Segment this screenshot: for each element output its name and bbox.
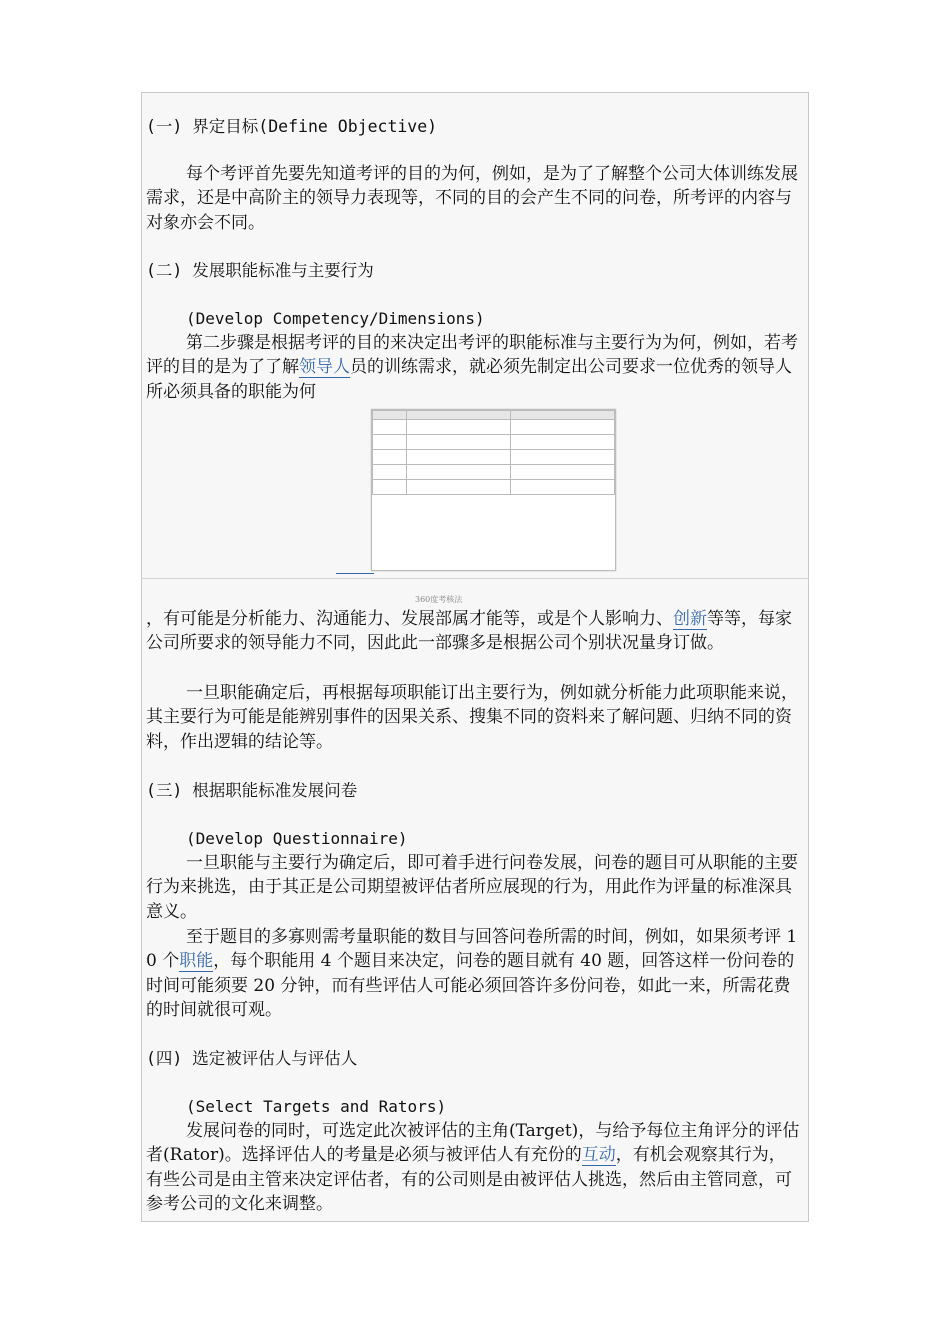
section-1-heading: (一) 界定目标(Define Objective) (146, 117, 438, 136)
figure-caption: 360度考核法 (415, 595, 463, 604)
section-2-body-a: 第二步骤是根据考评的目的来决定出考评的职能标准与主要行为为何，例如，若考评的目的是为了了解领导人员的训练需求，就必须先制定出公司要求一位优秀的领导人所必须具备的职能为何 (146, 333, 798, 402)
section-3-subheading: (Develop Questionnaire) (186, 829, 408, 848)
section-2-body-b: ，有可能是分析能力、沟通能力、发展部属才能等，或是个人影响力、创新等等，每家公司所要求的领导能力不同，因此此一部骤多是根据公司个别状况量身订做。 (146, 609, 792, 654)
section-3-body-b: 至于题目的多寡则需考量职能的数目与回答问卷所需的时间，例如，如果须考评 10 个职能，每个职能用 4 个题目来决定，问卷的题目就有 40 题，回答这样一份问卷的时间可能须要 20 分钟，而有些评估人可能必须回答许多份问卷，如此一来，所需花费的时间就很可观。 (146, 927, 798, 1021)
section-2-heading: (二) 发展职能标准与主要行为 (146, 261, 374, 280)
section-2-subheading: (Develop Competency/Dimensions) (186, 309, 485, 328)
link-interaction[interactable]: 互动 (581, 1145, 616, 1166)
section-4-body: 发展问卷的同时，可选定此次被评估的主角(Target)，与给予每位主角评分的评估者(Rator)。选择评估人的考量是必须与被评估人有充份的互动，有机会观察其行为，有些公司是由主管来决定评估者，有的公司则是由被评估人挑选，然后由主管同意，可参考公司的文化来调整。 (146, 1121, 800, 1215)
section-1-body: 每个考评首先要先知道考评的目的为何，例如，是为了了解整个公司大体训练发展需求，还是中高阶主的领导力表现等，不同的目的会产生不同的问卷，所考评的内容与对象亦会不同。 (146, 164, 798, 233)
section-4-heading: (四) 选定被评估人与评估人 (146, 1049, 358, 1068)
section-4-subheading: (Select Targets and Rators) (186, 1097, 447, 1116)
link-competency[interactable]: 职能 (179, 951, 214, 972)
link-innovation[interactable]: 创新 (673, 609, 707, 629)
frame-divider (141, 578, 809, 579)
section-3-body-a: 一旦职能与主要行为确定后，即可着手进行问卷发展，问卷的题目可从职能的主要行为来挑选，由于其正是公司期望被评估者所应展现的行为，用此作为评量的标准深具意义。 (146, 853, 798, 922)
section-2-body-c: 一旦职能确定后，再根据每项职能订出主要行为，例如就分析能力此项职能来说，其主要行为可能是能辨别事件的因果关系、搜集不同的资料来了解问题、归纳不同的资料，作出逻辑的结论等。 (146, 683, 798, 752)
link-leader[interactable]: 领导人 (299, 357, 350, 378)
competency-table-figure (371, 409, 616, 571)
section-3-heading: (三) 根据职能标准发展问卷 (146, 781, 358, 800)
figure-underline (336, 573, 374, 574)
